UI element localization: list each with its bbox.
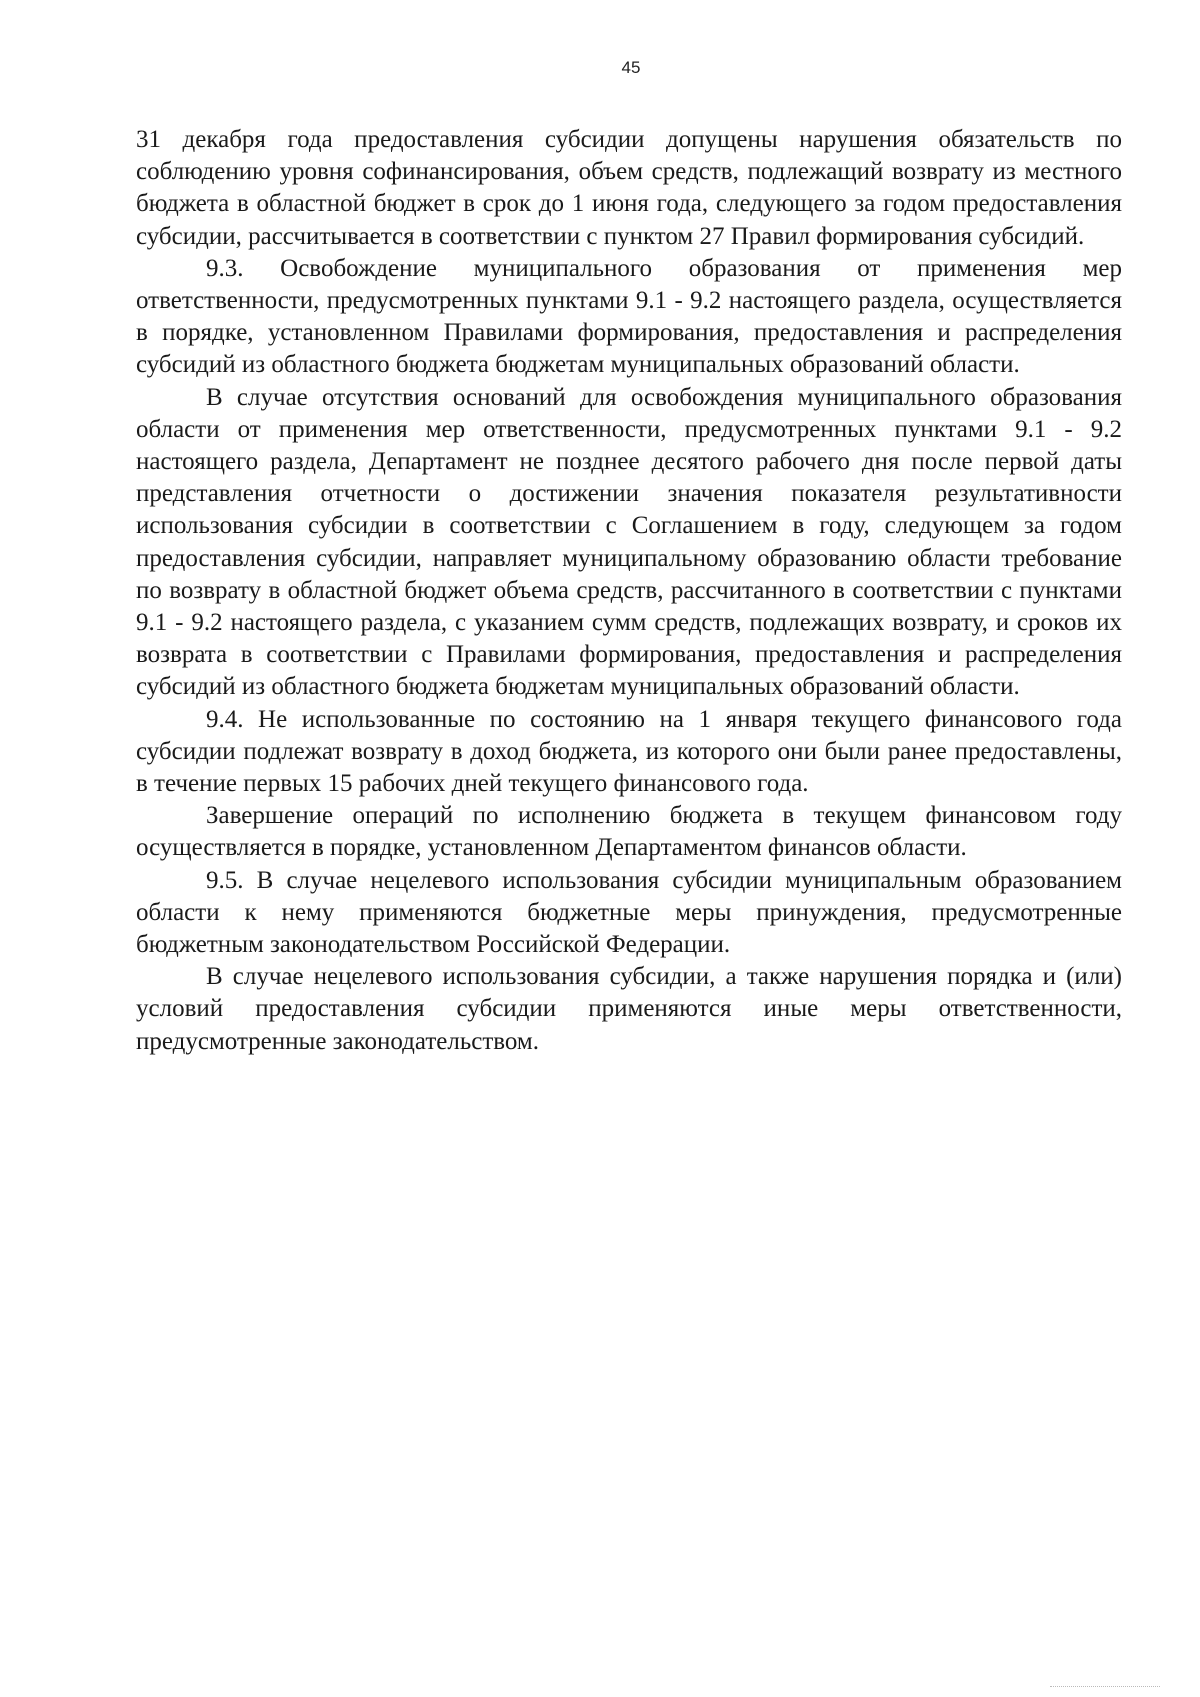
paragraph-9-5: 9.5. В случае нецелевого использования субсидии муниципальным образованием области к нему применяются бюджетные меры принуждения, предусмотренные бюджетным законодательством Российской Федерации. — [136, 866, 1122, 959]
document-body — [136, 124, 1122, 1058]
page-number: 45 — [621, 58, 641, 77]
paragraph-9-3: 9.3. Освобождение муниципального образования от применения мер ответственности, предусмотренных пунктами 9.1 - 9.2 настоящего раздела, осуществляется в порядке, установленном Правилами формирования, предоставления и распределения субсидий из областного бюджета бюджетам муниципальных образований области. — [136, 254, 1122, 379]
paragraph-budget-completion: Завершение операций по исполнению бюджета в текущем финансовом году осуществляется в порядке, установленном Департаментом финансов области. — [136, 802, 1122, 862]
scan-artifact — [1050, 1686, 1160, 1697]
paragraph-continuation: 31 декабря года предоставления субсидии допущены нарушения обязательств по соблюдению уровня софинансирования, объем средств, подлежащий возврату из местного бюджета в областной бюджет в срок до 1 июня года, следующего за годом предоставления субсидии, рассчитывается в соответствии с пунктом 27 Правил формирования субсидий. — [136, 126, 1122, 250]
paragraph-other-measures: В случае нецелевого использования субсидии, а также нарушения порядка и (или) условий предоставления субсидии применяются иные меры ответственности, предусмотренные законодательством. — [136, 963, 1122, 1055]
paragraph-department-demand: В случае отсутствия оснований для освобождения муниципального образования области от применения мер ответственности, предусмотренных пунктами 9.1 - 9.2 настоящего раздела, Департамент не позднее десятого рабочего дня после первой даты представления отчетности о достижении значения показателя результативности использования субсидии в соответствии с Соглашением в году, следующем за годом предоставления субсидии, направляет муниципальному образованию области требование по возврату в областной бюджет объема средств, рассчитанного в соответствии с пунктами 9.1 - 9.2 настоящего раздела, с указанием сумм средств, подлежащих возврату, и сроков их возврата в соответствии с Правилами формирования, предоставления и распределения субсидий из областного бюджета бюджетам муниципальных образований области. — [136, 383, 1122, 701]
paragraph-9-4: 9.4. Не использованные по состоянию на 1 января текущего финансового года субсидии подлежат возврату в доход бюджета, из которого они были ранее предоставлены, в течение первых 15 рабочих дней текущего финансового года. — [136, 705, 1122, 798]
